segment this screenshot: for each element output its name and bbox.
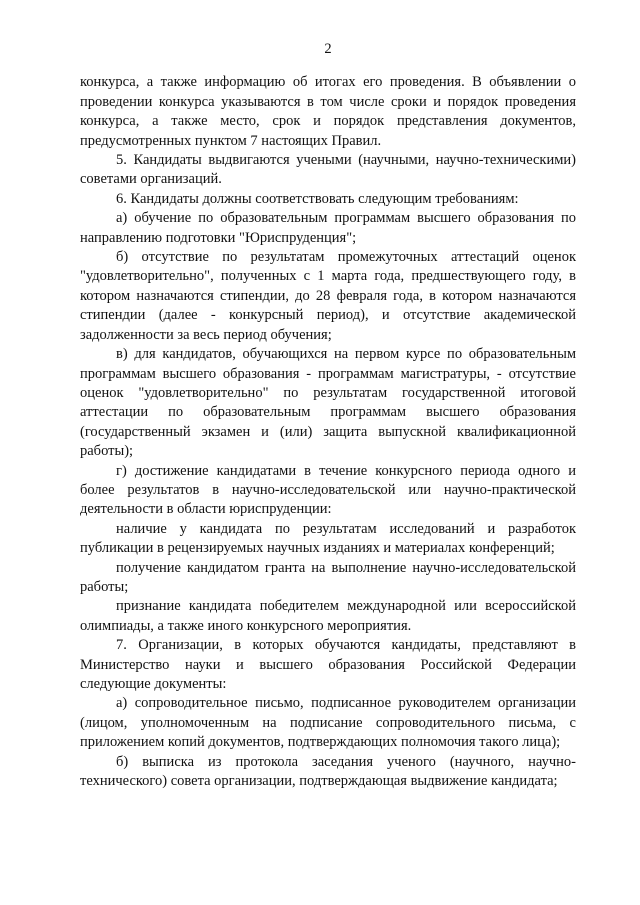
paragraph: признание кандидата победителем международной или всероссийской олимпиады, а также иного конкурсного мероприятия. xyxy=(80,598,576,634)
paragraph: получение кандидатом гранта на выполнение научно-исследовательской работы; xyxy=(80,559,576,595)
paragraph: б) отсутствие по результатам промежуточных аттестаций оценок "удовлетворительно", полученных с 1 марта года, предшествующего году, в котором назначаются стипендии, до 28 февраля года, в котором назначаются стипендии (далее - конкурсный период), и отсутствие академической задолженности за весь период обучения; xyxy=(80,249,576,343)
page-number: 2 xyxy=(324,41,332,57)
paragraph: конкурса, а также информацию об итогах его проведения. В объявлении о проведении конкурса указываются в том числе сроки и порядок проведения конкурса, а также место, срок и порядок представления документов, предусмотренных пунктом 7 настоящих Правил. xyxy=(80,74,576,149)
paragraph: наличие у кандидата по результатам исследований и разработок публикации в рецензируемых научных изданиях и материалах конференций; xyxy=(80,520,576,557)
document-body xyxy=(80,73,576,791)
paragraph: 7. Организации, в которых обучаются кандидаты, представляют в Министерство науки и высшего образования Российской Федерации следующие документы: xyxy=(80,637,576,692)
paragraph: б) выписка из протокола заседания ученого (научного, научно-технического) совета организации, подтверждающая выдвижение кандидата; xyxy=(80,753,576,790)
paragraph: г) достижение кандидатами в течение конкурсного периода одного и более результатов в научно-исследовательской или научно-практической деятельности в области юриспруденции: xyxy=(80,462,576,518)
paragraph: а) обучение по образовательным программам высшего образования по направлению подготовки "Юриспруденция"; xyxy=(80,210,576,246)
paragraph: а) сопроводительное письмо, подписанное руководителем организации (лицом, уполномоченным на подписание сопроводительного письма, с приложением копий документов, подтверждающих полномочия такого лица); xyxy=(80,695,576,751)
paragraph: 6. Кандидаты должны соответствовать следующим требованиям: xyxy=(116,190,519,207)
paragraph: 5. Кандидаты выдвигаются учеными (научными, научно-техническими) советами организаций. xyxy=(80,152,576,188)
paragraph: в) для кандидатов, обучающихся на первом курсе по образовательным программам высшего образования - программам магистратуры, - отсутствие оценок "удовлетворительно" по результатам государственной итоговой аттестации по образовательным программам высшего образования (государственный экзамен и (или) защита выпускной квалификационной работы); xyxy=(80,346,576,460)
